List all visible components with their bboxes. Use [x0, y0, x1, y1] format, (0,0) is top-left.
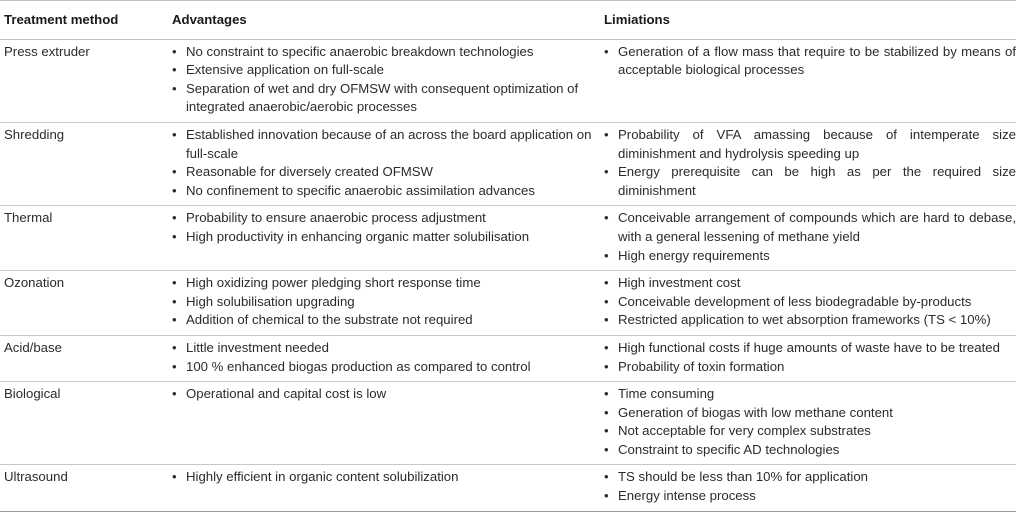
table-row [0, 122, 1016, 205]
limitations-list [604, 43, 1016, 80]
limitation-item: • Restricted application to wet absorption frameworks (TS < 10%) [604, 311, 1016, 330]
limitations-cell [600, 122, 1016, 205]
advantage-item: • High oxidizing power pledging short response time [172, 274, 600, 293]
advantages-cell [150, 122, 600, 205]
advantage-item: • Addition of chemical to the substrate not required [172, 311, 600, 330]
advantages-cell [150, 206, 600, 271]
advantage-item: • Probability to ensure anaerobic process adjustment [172, 209, 600, 228]
table-header [0, 1, 1016, 40]
table-row [0, 206, 1016, 271]
limitations-cell [600, 206, 1016, 271]
limitation-item: • Conceivable arrangement of compounds which are hard to debase, with a general lessening of methane yield [604, 209, 1016, 246]
advantages-list [172, 468, 600, 487]
advantage-item: • Established innovation because of an across the board application on full-scale [172, 126, 600, 163]
advantages-cell [150, 271, 600, 336]
limitations-list [604, 385, 1016, 459]
table-row [0, 271, 1016, 336]
header-limitations: Limiations [600, 1, 1016, 40]
advantages-list [172, 385, 600, 404]
table-body [0, 39, 1016, 511]
limitation-item: • High energy requirements [604, 247, 1016, 266]
limitation-item: • Generation of biogas with low methane content [604, 404, 1016, 423]
table-row [0, 465, 1016, 511]
treatment-method-cell: Biological [4, 386, 61, 402]
advantages-list [172, 126, 600, 200]
limitations-cell [600, 465, 1016, 511]
advantages-list [172, 274, 600, 330]
header-treatment-method: Treatment method [0, 1, 150, 40]
limitations-list [604, 468, 1016, 505]
limitations-cell [600, 39, 1016, 122]
advantage-item: • High solubilisation upgrading [172, 293, 600, 312]
header-row [0, 1, 1016, 40]
limitations-list [604, 274, 1016, 330]
advantage-item: • Little investment needed [172, 339, 600, 358]
limitation-item: • Constraint to specific AD technologies [604, 441, 1016, 460]
treatment-method-cell: Acid/base [4, 339, 62, 355]
advantage-item: • Extensive application on full-scale [172, 61, 600, 80]
advantages-list [172, 43, 600, 117]
limitations-list [604, 126, 1016, 200]
limitation-item: • Energy prerequisite can be high as per the required size diminishment [604, 163, 1016, 200]
limitation-item: • Not acceptable for very complex substrates [604, 422, 1016, 441]
advantages-cell [150, 382, 600, 465]
advantage-item: • Operational and capital cost is low [172, 385, 600, 404]
advantage-item: • No constraint to specific anaerobic breakdown technologies [172, 43, 600, 62]
table-row [0, 39, 1016, 122]
advantages-list [172, 209, 600, 246]
treatment-method-cell: Press extruder [4, 43, 90, 59]
advantages-cell [150, 465, 600, 511]
treatment-method-cell: Shredding [4, 126, 65, 142]
limitation-item: • Time consuming [604, 385, 1016, 404]
advantage-item: • 100 % enhanced biogas production as compared to control [172, 358, 600, 377]
advantage-item: • Separation of wet and dry OFMSW with consequent optimization of integrated anaerobic/aerobic processes [172, 80, 600, 117]
advantages-cell [150, 39, 600, 122]
limitation-item: • Conceivable development of less biodegradable by-products [604, 293, 1016, 312]
table-row [0, 382, 1016, 465]
limitations-list [604, 339, 1016, 376]
advantage-item: • High productivity in enhancing organic matter solubilisation [172, 228, 600, 247]
treatment-method-cell: Ultrasound [4, 469, 68, 485]
treatment-method-cell: Thermal [4, 210, 53, 226]
limitation-item: • High functional costs if huge amounts of waste have to be treated [604, 339, 1016, 358]
treatment-method-cell: Ozonation [4, 275, 65, 291]
limitation-item: • Probability of VFA amassing because of intemperate size diminishment and hydrolysis speeding up [604, 126, 1016, 163]
advantages-list [172, 339, 600, 376]
limitations-cell [600, 271, 1016, 336]
table-row [0, 335, 1016, 381]
limitations-cell [600, 382, 1016, 465]
advantage-item: • No confinement to specific anaerobic assimilation advances [172, 182, 600, 201]
limitations-cell [600, 335, 1016, 381]
limitation-item: • Generation of a flow mass that require to be stabilized by means of acceptable biological processes [604, 43, 1016, 80]
advantage-item: • Highly efficient in organic content solubilization [172, 468, 600, 487]
limitation-item: • High investment cost [604, 274, 1016, 293]
limitation-item: • Energy intense process [604, 487, 1016, 506]
limitations-list [604, 209, 1016, 265]
limitation-item: • TS should be less than 10% for application [604, 468, 1016, 487]
header-advantages: Advantages [150, 1, 600, 40]
advantages-cell [150, 335, 600, 381]
limitation-item: • Probability of toxin formation [604, 358, 1016, 377]
advantage-item: • Reasonable for diversely created OFMSW [172, 163, 600, 182]
